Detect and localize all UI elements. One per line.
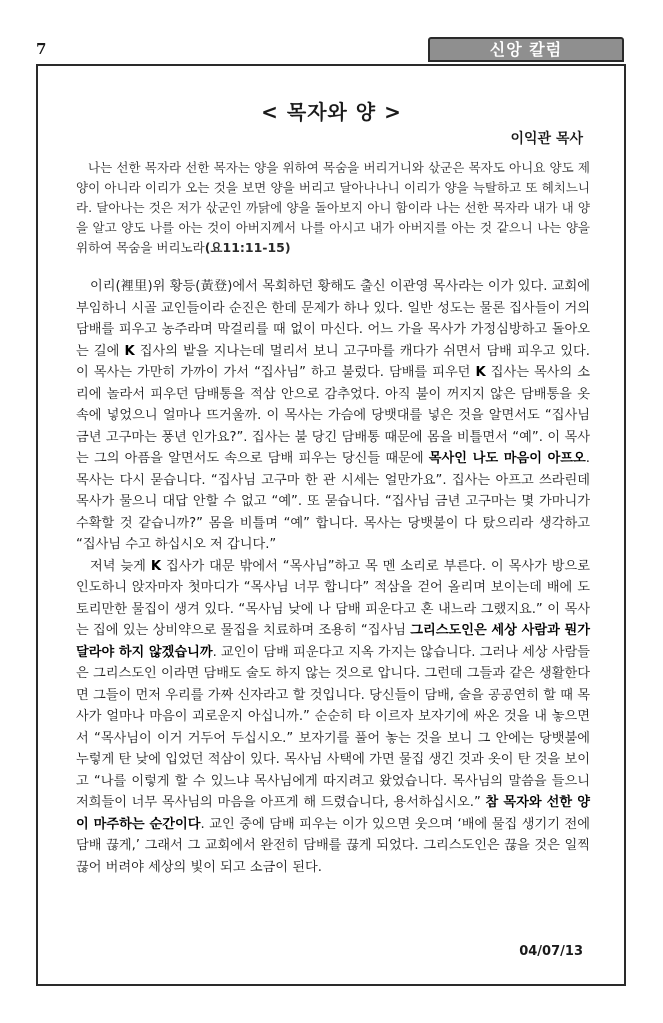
text-segment: 집사의 밭을 지나는데 멀리서 보니 고구마를 캐다가 쉬면서 담배 피우고 있다. 이 목사는 가만히 가까이 가서 “집사님” 하고 불렀다. 담배를 피우던 bbox=[76, 343, 590, 380]
k-initial: K bbox=[124, 343, 135, 359]
text-segment: . 교인 중에 담배 피우는 이가 있으면 웃으며 ‘배에 물집 생기기 전에 담배 끊게,’ 그래서 그 교회에서 완전히 담배를 끊게 되었다. 그리스도인은 끊을 것은 일찍 끊어 버려야 세상의 빛이 되고 소금이 된다. bbox=[76, 816, 590, 875]
body-paragraph-1 bbox=[76, 276, 590, 556]
page-number: 7 bbox=[36, 40, 47, 58]
k-initial: K bbox=[150, 558, 162, 574]
text-segment: . 교인이 담배 피운다고 지옥 가지는 않습니다. 그러나 세상 사람들은 그리스도인 이라면 담배도 술도 하지 않는 것으로 압니다. 그런데 그들과 같은 생활한다면 그들이 먼저 우리를 가짜 신자라고 할 것입니다. 당신들이 담배, 술을 공공연히 할 때 목사가 얼마나 마음이 괴로운지 아십니까.” 순순히 타 이르자 보자기에 싸온 것을 내 놓으면서 “목사님이 이거 거두어 두십시오.” 보자기를 풀어 놓는 것을 보니 그 안에는 당뱃불에 누렇게 탄 낮에 입었던 적삼이 있다. 목사님 사택에 가면 물집 생긴 것과 옷이 탄 것을 보이고 “나를 이렇게 할 수 있느냐 목사님에게 따지려고 왔었습니다. 목사님의 말씀을 들으니 저희들이 너무 목사님의 마음을 아프게 해 드렸습니다, 용서하십시오.” bbox=[76, 644, 590, 810]
section-tab: 신앙 칼럼 bbox=[428, 37, 624, 62]
emphasis-text: 참 목자와 선한 양이 마주하는 순간이다 bbox=[76, 795, 590, 832]
scripture-text: 나는 선한 목자라 선한 목자는 양을 위하여 목숨을 버리거니와 삯군은 목자도 아니요 양도 제 양이 아니라 이리가 오는 것을 보면 양을 버리고 달아나나니 이리가 양을 늑탈하고 또 헤치느니라. 달아나는 것은 저가 삯군인 까닭에 양을 돌아보지 아니 함이라 나는 선한 목자라 내가 내 양을 알고 양도 나를 아는 것이 아버지께서 나를 아시고 내가 아버지를 아는 것 같으니 나는 양을 위하여 목숨을 버리노라 bbox=[76, 160, 590, 255]
text-segment: 집사는 목사의 소리에 놀라서 피우던 담배통을 적삼 안으로 감추었다. 아직 불이 꺼지지 않은 담배통을 옷 속에 넣었으니 얼마나 뜨거울까. 이 목사는 가슴에 당뱃대를 넣은 것을 알면서도 “집사님 금년 고구마는 풍년 인가요?”. 집사는 불 당긴 담배통 때문에 몸을 비틀면서 “예”. 이 목사는 그의 아픔을 알면서도 속으로 담배 피우는 당신들 때문에 bbox=[76, 365, 590, 466]
k-initial: K bbox=[475, 365, 486, 380]
text-segment: 저녁 늦게 bbox=[90, 558, 151, 574]
author-byline: 이익관 목사 bbox=[510, 131, 583, 147]
emphasis-text: 그리스도인은 세상 사람과 뭔가 달라야 하지 않겠습니까 bbox=[76, 623, 590, 660]
article-title: < 목자와 양 > bbox=[261, 100, 402, 124]
text-segment: 집사가 대문 밖에서 “목사님”하고 목 멘 소리로 부른다. 이 목사가 방으로 인도하니 앉자마자 첫마디가 “목사님 너무 합니다” 적삼을 걷어 올리며 보이는데 배에 도토리만한 물집이 생겨 있다. “목사님 낮에 나 담배 피운다고 혼 내느라 그랬지요.” 이 목사는 집에 있는 상비약으로 물집을 치료하며 조용히 “집사님 bbox=[76, 558, 590, 638]
body-paragraph-2 bbox=[76, 556, 590, 879]
scripture-reference: (요11:11-15) bbox=[204, 240, 291, 255]
article-date: 04/07/13 bbox=[519, 944, 583, 959]
emphasis-text: 목사인 나도 마음이 아프오 bbox=[428, 451, 586, 466]
text-segment: . 목사는 다시 묻습니다. “집사님 고구마 한 관 시세는 얼만가요”. 집사는 아프고 쓰라린데 목사가 물으니 대답 안할 수 없고 “예”. 또 묻습니다. “집사님 금년 고구마는 몇 가마니가 수확할 것 같습니까?” 몸을 비틀며 “예” 합니다. 목사는 당뱃불이 다 탔으리라 생각하고 “집사님 수고 하십시오 저 갑니다.” bbox=[76, 451, 590, 552]
text-segment: 이리(裡里)위 황등(黃登)에서 목회하던 황해도 출신 이관영 목사라는 이가 있다. 교회에 부임하니 시골 교인들이라 순진은 한데 문제가 하나 있다. 일반 성도는 물론 집사들이 거의 담배를 피우고 농주라며 막걸리를 때 없이 마신다. 어느 가을 목사가 가정심방하고 돌아오는 길에 bbox=[76, 279, 590, 359]
scripture-quote bbox=[76, 158, 590, 258]
article-body bbox=[76, 276, 590, 878]
